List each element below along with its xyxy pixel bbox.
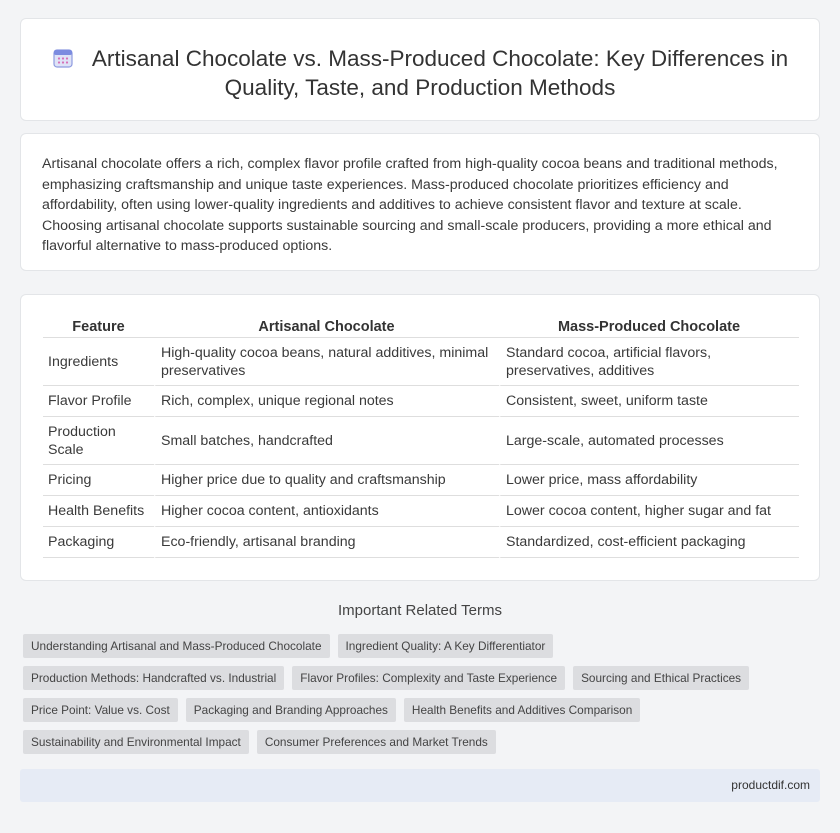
table-cell: Higher cocoa content, antioxidants [154, 496, 499, 527]
table-cell: Small batches, handcrafted [154, 417, 499, 465]
table-cell: Pricing [43, 465, 154, 496]
table-cell: Standardized, cost-efficient packaging [499, 527, 799, 558]
related-term-chip[interactable]: Understanding Artisanal and Mass-Produced Chocolate [23, 634, 330, 658]
table-row [43, 527, 799, 558]
table-cell: Lower cocoa content, higher sugar and fat [499, 496, 799, 527]
table-cell: Eco-friendly, artisanal branding [154, 527, 499, 558]
chip-row [23, 634, 803, 658]
footer-site-link[interactable]: productdif.com [731, 778, 810, 792]
related-term-chip[interactable]: Ingredient Quality: A Key Differentiator [338, 634, 554, 658]
table-cell: Consistent, sweet, uniform taste [499, 386, 799, 417]
related-term-chip[interactable]: Consumer Preferences and Market Trends [257, 730, 496, 754]
header-mass-produced: Mass-Produced Chocolate [499, 313, 799, 338]
related-terms-list [23, 634, 803, 762]
calendar-icon [52, 47, 74, 69]
table-cell: Health Benefits [43, 496, 154, 527]
related-term-chip[interactable]: Sourcing and Ethical Practices [573, 666, 749, 690]
table-row [43, 496, 799, 527]
table-cell: Production Scale [43, 417, 154, 465]
table-cell: Large-scale, automated processes [499, 417, 799, 465]
table-row [43, 465, 799, 496]
intro-paragraph: Artisanal chocolate offers a rich, complex flavor profile crafted from high-quality cocoa beans and traditional methods, emphasizing craftsmanship and unique taste experiences. Mass-produced chocolate prioritizes efficiency and affordability, often using lower-quality ingredients and additives to achieve consistent flavor and texture at scale. Choosing artisanal chocolate supports sustainable sourcing and small-scale producers, providing a more ethical and flavorful alternative to mass-produced options. [42, 156, 778, 254]
related-term-chip[interactable]: Flavor Profiles: Complexity and Taste Experience [292, 666, 565, 690]
chip-row [23, 730, 803, 754]
comparison-card [20, 294, 820, 581]
table-cell: Standard cocoa, artificial flavors, preservatives, additives [499, 338, 799, 386]
chip-row [23, 666, 803, 690]
table-row [43, 417, 799, 465]
table-cell: Lower price, mass affordability [499, 465, 799, 496]
table-cell: Rich, complex, unique regional notes [154, 386, 499, 417]
page-title [21, 44, 819, 102]
table-cell: Higher price due to quality and craftsmanship [154, 465, 499, 496]
related-terms-title: Important Related Terms [338, 602, 502, 619]
table-row [43, 338, 799, 386]
related-term-chip[interactable]: Sustainability and Environmental Impact [23, 730, 249, 754]
comparison-table [43, 313, 799, 558]
table-cell: High-quality cocoa beans, natural additives, minimal preservatives [154, 338, 499, 386]
intro-card [20, 133, 820, 271]
related-term-chip[interactable]: Health Benefits and Additives Comparison [404, 698, 640, 722]
header-artisanal: Artisanal Chocolate [154, 313, 499, 338]
related-term-chip[interactable]: Packaging and Branding Approaches [186, 698, 396, 722]
table-row [43, 386, 799, 417]
table-header-row [43, 313, 799, 338]
title-card [20, 18, 820, 121]
table-cell: Packaging [43, 527, 154, 558]
table-cell: Ingredients [43, 338, 154, 386]
related-term-chip[interactable]: Production Methods: Handcrafted vs. Industrial [23, 666, 284, 690]
header-feature: Feature [43, 313, 154, 338]
chip-row [23, 698, 803, 722]
page-title-text: Artisanal Chocolate vs. Mass-Produced Chocolate: Key Differences in Quality, Taste, and Production Methods [91, 46, 789, 100]
footer [20, 769, 820, 802]
related-term-chip[interactable]: Price Point: Value vs. Cost [23, 698, 178, 722]
table-cell: Flavor Profile [43, 386, 154, 417]
